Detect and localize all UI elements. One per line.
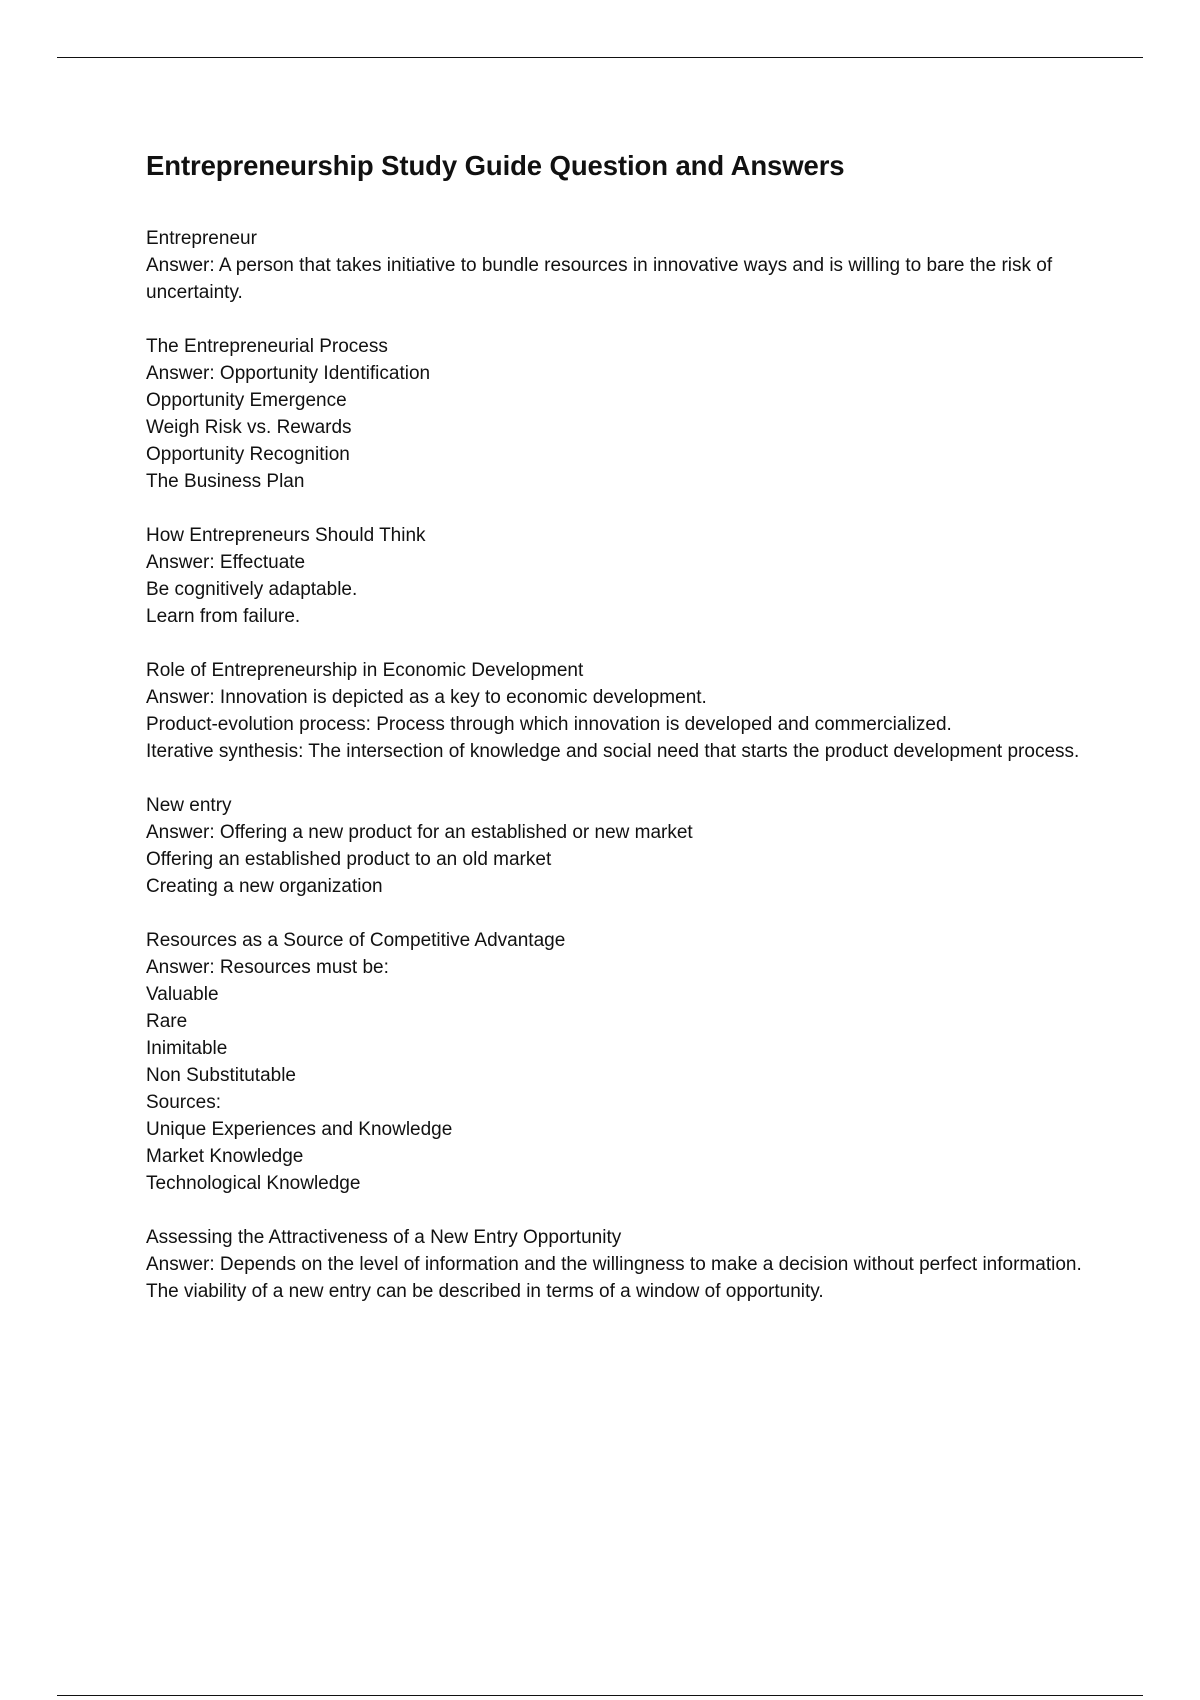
qa-how-entrepreneurs-think: [146, 522, 1086, 630]
answer-line: Offering an established product to an old market: [146, 849, 552, 870]
question-term: How Entrepreneurs Should Think: [146, 525, 426, 546]
answer-line: The viability of a new entry can be described in terms of a window of opportunity.: [146, 1281, 824, 1302]
answer-line: Learn from failure.: [146, 606, 301, 627]
answer-line: Unique Experiences and Knowledge: [146, 1119, 453, 1140]
question-term: The Entrepreneurial Process: [146, 336, 388, 357]
answer-line: Opportunity Emergence: [146, 390, 347, 411]
answer-line: Answer: A person that takes initiative to bundle resources in innovative ways and is willing to bare the risk of uncertainty.: [146, 255, 1053, 303]
answer-line: Answer: Resources must be:: [146, 957, 389, 978]
answer-line: The Business Plan: [146, 471, 305, 492]
question-term: Role of Entrepreneurship in Economic Development: [146, 660, 584, 681]
question-term: Entrepreneur: [146, 228, 257, 249]
answer-line: Answer: Opportunity Identification: [146, 363, 431, 384]
question-term: Resources as a Source of Competitive Advantage: [146, 930, 566, 951]
qa-resources-advantage: [146, 927, 1086, 1197]
qa-list: [146, 225, 1086, 1305]
answer-line: Market Knowledge: [146, 1146, 304, 1167]
answer-line: Answer: Effectuate: [146, 552, 306, 573]
header-rule: [57, 57, 1143, 58]
answer-line: Non Substitutable: [146, 1065, 296, 1086]
answer-line: Weigh Risk vs. Rewards: [146, 417, 352, 438]
qa-economic-development: [146, 657, 1086, 765]
answer-line: Answer: Innovation is depicted as a key to economic development.: [146, 687, 707, 708]
qa-new-entry-attractiveness: [146, 1224, 1086, 1305]
answer-line: Answer: Depends on the level of information and the willingness to make a decision without perfect information.: [146, 1254, 1082, 1275]
answer-line: Sources:: [146, 1092, 221, 1113]
qa-new-entry: [146, 792, 1086, 900]
answer-line: Answer: Offering a new product for an established or new market: [146, 822, 693, 843]
document-title: Entrepreneurship Study Guide Question and Answers: [146, 150, 845, 181]
answer-line: Valuable: [146, 984, 219, 1005]
answer-line: Opportunity Recognition: [146, 444, 350, 465]
answer-line: Creating a new organization: [146, 876, 383, 897]
question-term: New entry: [146, 795, 232, 816]
question-term: Assessing the Attractiveness of a New Entry Opportunity: [146, 1227, 622, 1248]
answer-line: Technological Knowledge: [146, 1173, 361, 1194]
qa-entrepreneurial-process: [146, 333, 1086, 495]
footer-rule: [57, 1695, 1143, 1696]
answer-line: Iterative synthesis: The intersection of knowledge and social need that starts the product development process.: [146, 741, 1080, 762]
document-body: [146, 148, 1086, 1332]
answer-line: Inimitable: [146, 1038, 228, 1059]
qa-entrepreneur: [146, 225, 1086, 306]
answer-line: Product-evolution process: Process through which innovation is developed and commercialized.: [146, 714, 952, 735]
answer-line: Rare: [146, 1011, 188, 1032]
answer-line: Be cognitively adaptable.: [146, 579, 358, 600]
